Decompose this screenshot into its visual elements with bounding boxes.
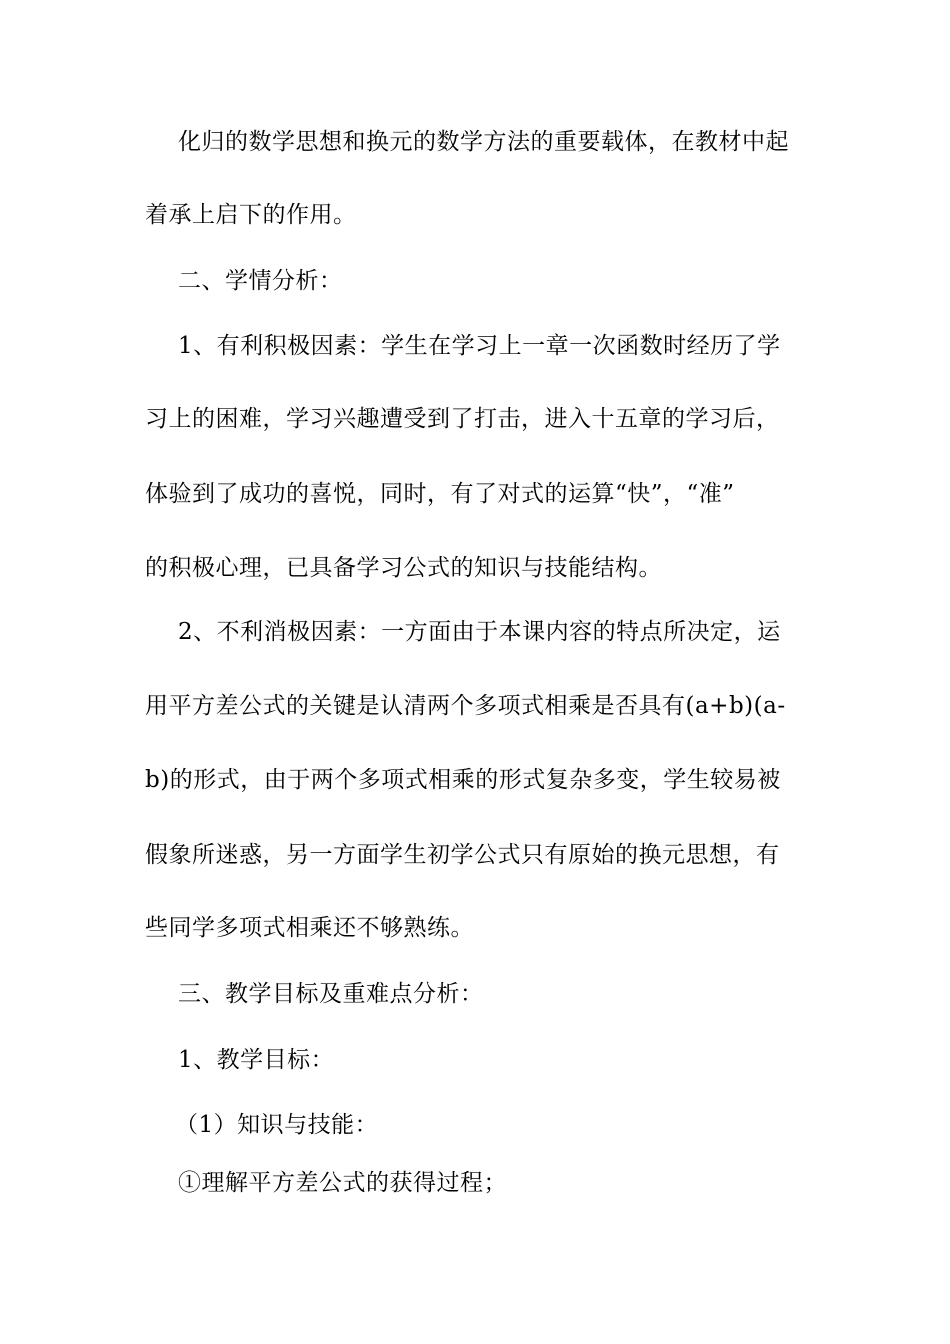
paragraph-line: 着承上启下的作用。: [145, 202, 357, 228]
list-item: ①理解平方差公式的获得过程；: [178, 1170, 507, 1196]
paragraph-line: 的积极心理，已具备学习公式的知识与技能结构。: [145, 555, 662, 581]
paragraph-line: b)的形式，由于两个多项式相乘的形式复杂多变，学生较易被: [145, 767, 781, 793]
paragraph-line: 假象所迷惑，另一方面学生初学公式只有原始的换元思想，有: [145, 842, 780, 868]
paragraph-line: 些同学多项式相乘还不够熟练。: [145, 915, 474, 941]
section-heading: 三、教学目标及重难点分析：: [178, 981, 484, 1007]
paragraph-line: 体验到了成功的喜悦，同时，有了对式的运算“快”，“准”: [145, 481, 735, 507]
paragraph-line: 化归的数学思想和换元的数学方法的重要载体，在教材中起: [178, 129, 789, 155]
subsection-heading: 1、教学目标：: [178, 1047, 335, 1073]
paragraph-line: 1、有利积极因素：学生在学习上一章一次函数时经历了学: [178, 333, 781, 359]
paragraph-line: 2、不利消极因素：一方面由于本课内容的特点所决定，运: [178, 619, 781, 645]
paragraph-line: 习上的困难，学习兴趣遭受到了打击，进入十五章的学习后，: [145, 406, 780, 432]
section-heading: 二、学情分析：: [178, 268, 343, 294]
paragraph-line: 用平方差公式的关键是认清两个多项式相乘是否具有(a+b)(a-: [145, 693, 786, 719]
subsection-heading: （1）知识与技能：: [175, 1112, 379, 1138]
